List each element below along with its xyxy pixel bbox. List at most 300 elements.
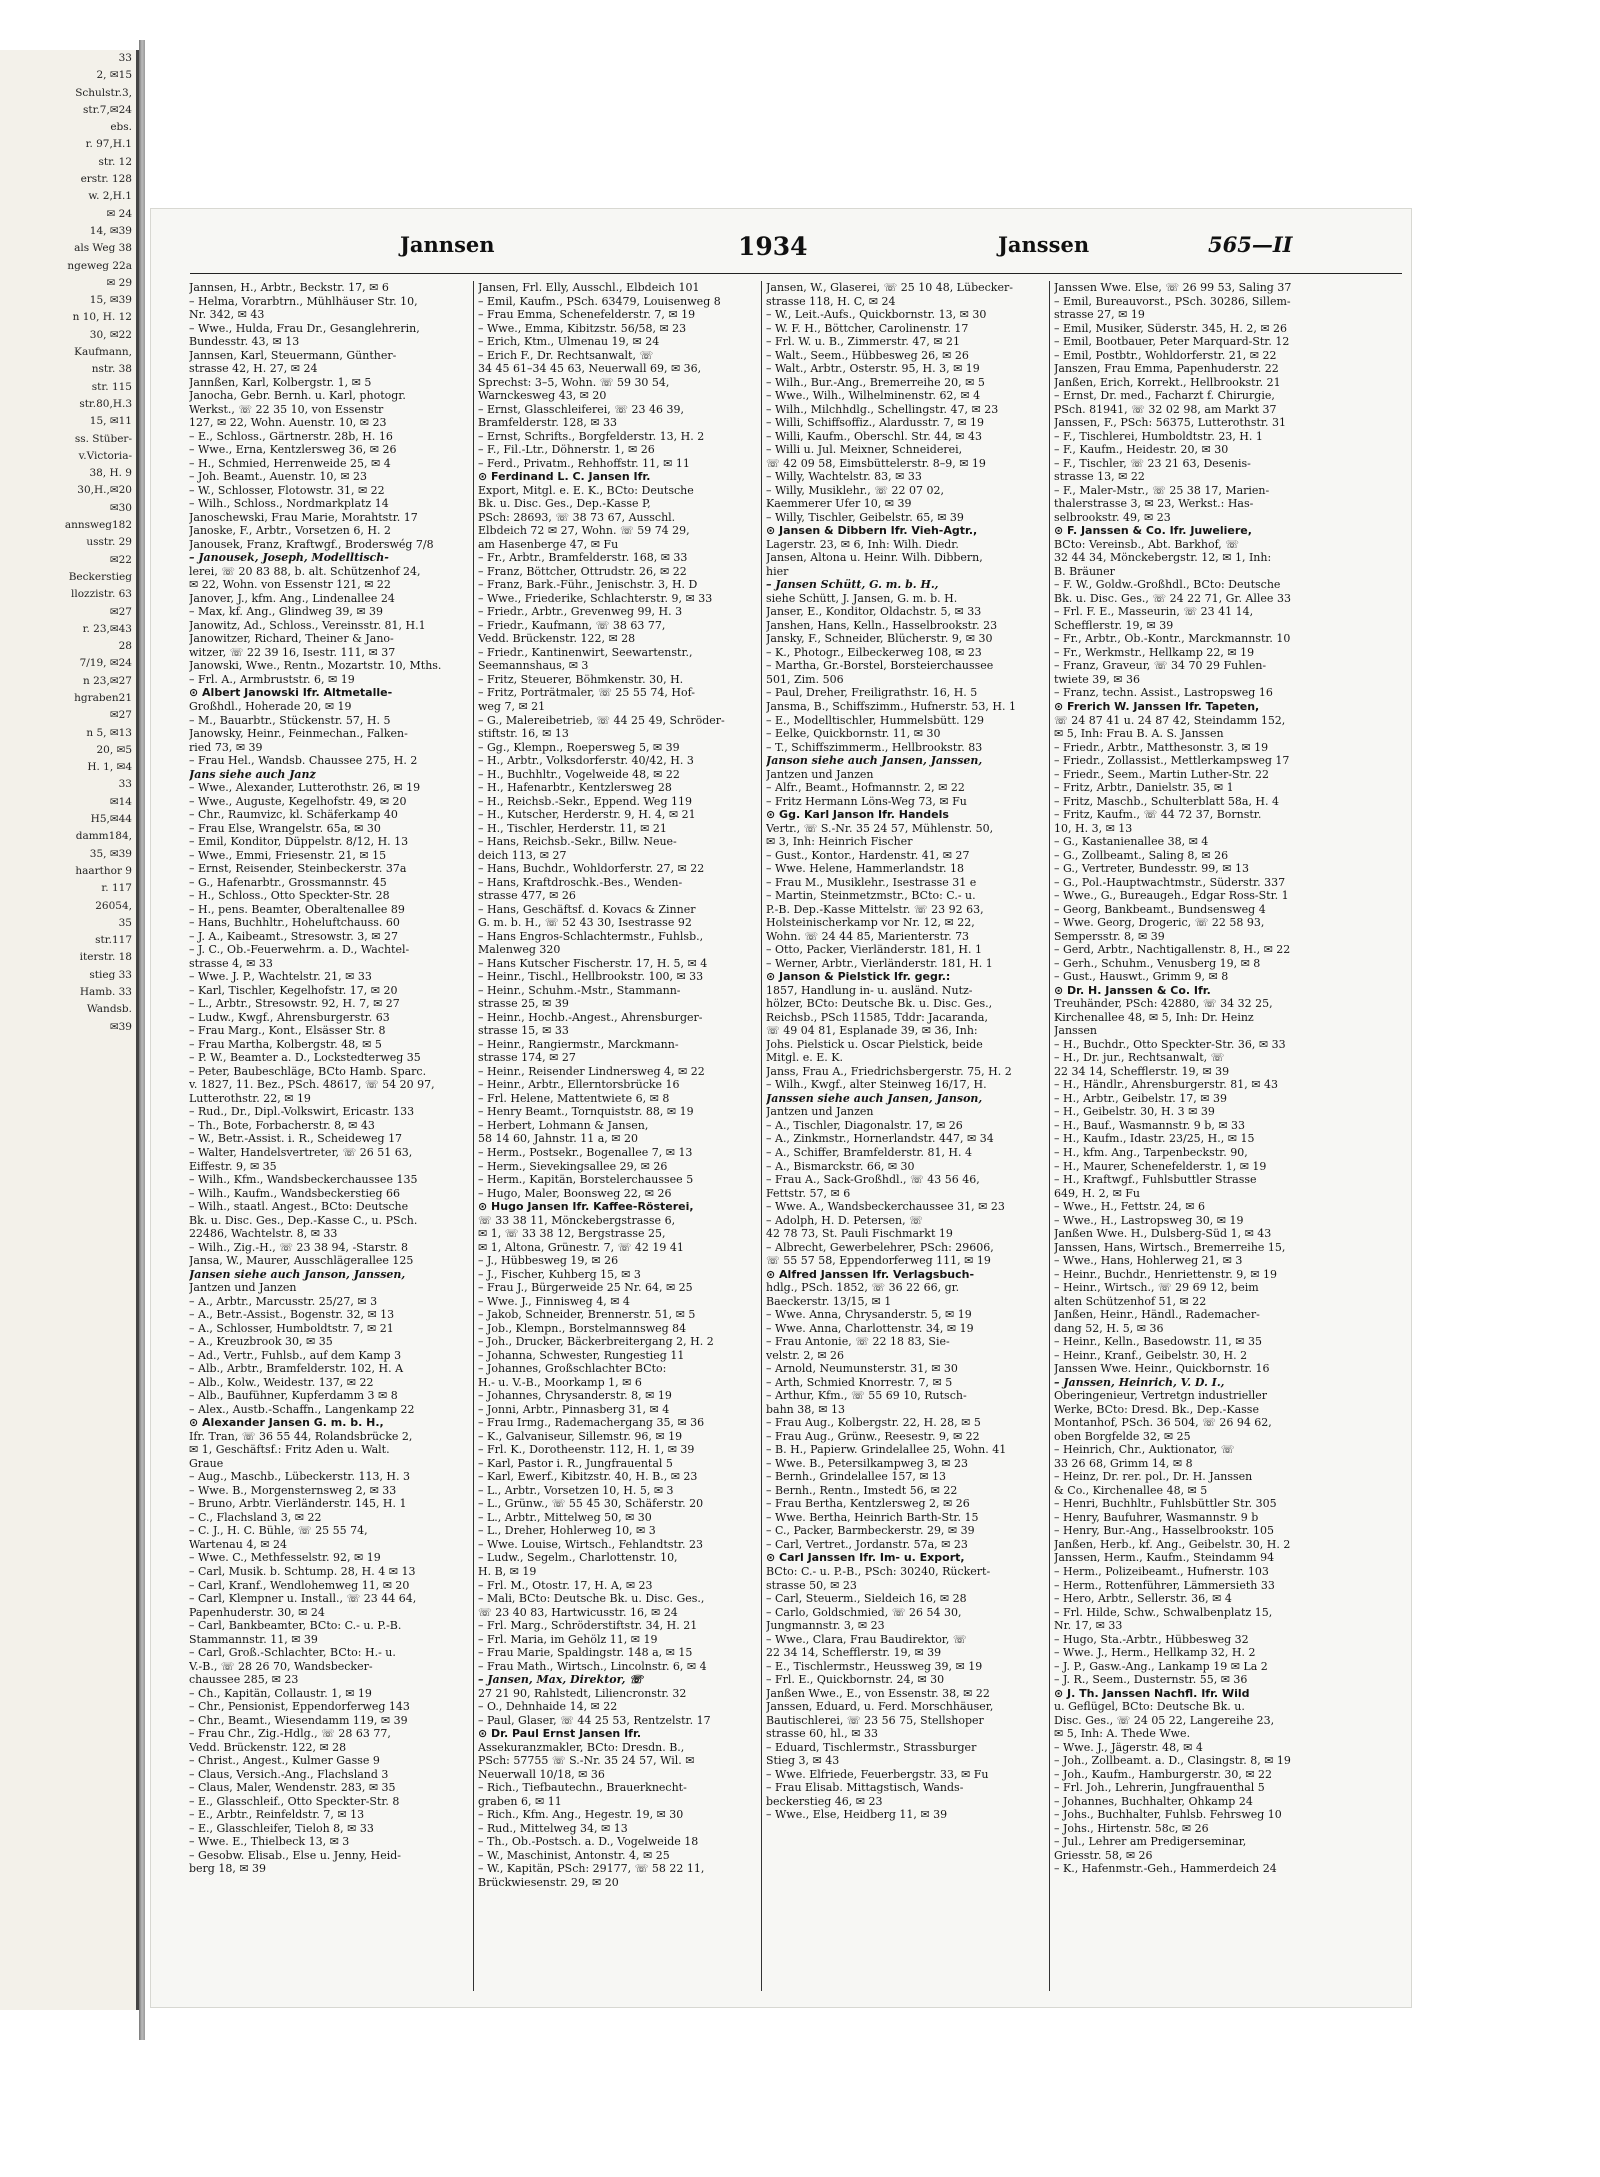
left-page-line: w. 2,H.1 xyxy=(88,190,132,203)
left-page-line: str. 115 xyxy=(91,380,132,393)
directory-entry-line: – Heinr., Hochb.-Angest., Ahrensburger- xyxy=(478,1010,703,1024)
directory-entry-line: – Mali, BCto: Deutsche Bk. u. Disc. Ges., xyxy=(478,1592,705,1606)
directory-entry-line: – Franz, techn. Assist., Lastropsweg 16 xyxy=(1054,686,1273,700)
directory-entry-line: Seemannshaus, ✉ 3 xyxy=(478,659,589,673)
directory-entry-line: – Martha, Gr.-Borstel, Borsteierchaussee xyxy=(766,659,994,673)
directory-entry-line: – Fritz, Porträtmaler, ☏ 25 55 74, Hof- xyxy=(478,686,696,700)
left-page-line: 15, ✉11 xyxy=(89,415,132,428)
directory-entry-line: – Frl. K., Dorotheenstr. 112, H. 1, ✉ 39 xyxy=(478,1443,695,1457)
directory-entry-line: – Johannes, Buchhalter, Ohkamp 24 xyxy=(1054,1794,1253,1808)
directory-entry-line: strasse 118, H. C, ✉ 24 xyxy=(766,294,896,308)
directory-entry-line: – A., Tischler, Diagonalstr. 17, ✉ 26 xyxy=(766,1118,963,1132)
directory-entry-line: Treuhänder, PSch: 42880, ☏ 34 32 25, xyxy=(1054,997,1273,1011)
directory-entry-line: – Frau Martha, Kolbergstr. 48, ✉ 5 xyxy=(189,1037,382,1051)
directory-entry-line: – Fr., Arbtr., Ob.-Kontr., Marckmannstr. 10 xyxy=(1054,632,1291,646)
directory-entry-line: – Wwe., Erna, Kentzlersweg 36, ✉ 26 xyxy=(189,443,397,457)
directory-entry-line: velstr. 2, ✉ 26 xyxy=(766,1348,845,1362)
directory-entry-line: – Walt., Arbtr., Osterstr. 95, H. 3, ✉ 19 xyxy=(766,362,980,376)
left-page-line: usstr. 29 xyxy=(86,536,132,549)
directory-entry-line: B. Bräuner xyxy=(1054,564,1115,578)
directory-entry-line: – Wwe. C., Methfesselstr. 92, ✉ 19 xyxy=(189,1551,381,1565)
directory-entry-line: 1857, Handlung in- u. ausländ. Nutz- xyxy=(766,983,973,997)
directory-entry-line: Janowitzer, Richard, Theiner & Jano- xyxy=(189,632,394,646)
left-page-line: ss. Stüber- xyxy=(74,432,132,445)
directory-entry-line: – Herbert, Lohmann & Jansen, xyxy=(478,1118,649,1132)
directory-entry-line: – L., Arbtr., Mittelweg 50, ✉ 30 xyxy=(478,1510,652,1524)
directory-entry-line: – W. F. H., Böttcher, Carolinenstr. 17 xyxy=(766,321,969,335)
left-page-line: ✉39 xyxy=(109,1020,132,1033)
directory-entry-line: – Heinrich, Chr., Auktionator, ☏ xyxy=(1054,1443,1235,1457)
directory-entry-line: – H., Kaufm., Idastr. 23/25, H., ✉ 15 xyxy=(1054,1132,1255,1146)
directory-entry-line: Bk. u. Disc. Ges., ☏ 24 22 71, Gr. Allee 33 xyxy=(1054,591,1291,605)
directory-entry-line: – Heinr., Reisender Lindnersweg 4, ✉ 22 xyxy=(478,1064,705,1078)
directory-entry-line: selbrookstr. 49, ✉ 23 xyxy=(1054,510,1171,524)
directory-entry-line: 33 26 68, Grimm 14, ✉ 8 xyxy=(1054,1456,1193,1470)
directory-entry-line: – A., Schlosser, Humboldtstr. 7, ✉ 21 xyxy=(189,1321,394,1335)
directory-entry-line: – Wwe., Wilh., Wilhelminenstr. 62, ✉ 4 xyxy=(766,389,981,403)
directory-entry-line: – Wwe. E., Thielbeck 13, ✉ 3 xyxy=(189,1835,350,1849)
directory-entry-line: ✉ 5, Inh: A. Thede Wwe. xyxy=(1054,1727,1191,1741)
left-page-line: 2, ✉15 xyxy=(96,69,132,82)
directory-entry-line: bahn 38, ✉ 13 xyxy=(766,1402,845,1416)
directory-entry-line: – Alb., Kolw., Weidestr. 137, ✉ 22 xyxy=(189,1375,374,1389)
directory-entry-line: – Heinr., Buchdr., Henriettenstr. 9, ✉ 19 xyxy=(1054,1267,1277,1281)
directory-entry-line: – Max, kf. Ang., Glindweg 39, ✉ 39 xyxy=(189,605,384,619)
directory-entry-line: Johs. Pielstick u. Oscar Pielstick, beide xyxy=(766,1037,983,1051)
directory-entry-line: – Fr., Werkmstr., Hellkamp 22, ✉ 19 xyxy=(1054,645,1255,659)
directory-entry-line: – H., Schloss., Otto Speckter-Str. 28 xyxy=(189,889,390,903)
directory-entry-line: Vedd. Brückenstr. 122, ✉ 28 xyxy=(478,632,636,646)
directory-entry-line: Kirchenallee 48, ✉ 5, Inh: Dr. Heinz xyxy=(1054,1010,1254,1024)
left-page-fragment xyxy=(0,50,139,2010)
directory-entry-line: – A., Schiffer, Bramfelderstr. 81, H. 4 xyxy=(766,1146,973,1159)
directory-entry-line: – Aug., Maschb., Lübeckerstr. 113, H. 3 xyxy=(189,1470,411,1484)
directory-entry-line: strasse 477, ✉ 26 xyxy=(478,889,576,903)
directory-entry-line: – Wwe. J., Finnisweg 4, ✉ 4 xyxy=(478,1294,630,1308)
directory-entry-line: – Friedr., Kaufmann, ☏ 38 63 77, xyxy=(478,618,666,632)
left-page-line: ngeweg 22a xyxy=(67,259,132,272)
directory-entry-line: Disc. Ges., ☏ 24 05 22, Langereihe 23, xyxy=(1054,1713,1275,1727)
directory-entry-line: – H., Händlr., Ahrensburgerstr. 81, ✉ 43 xyxy=(1054,1078,1278,1092)
directory-entry-line: – Frl. F. E., Masseurin, ☏ 23 41 14, xyxy=(1054,605,1254,619)
left-page-line: str. 12 xyxy=(98,155,132,168)
directory-entry-line: P.-B. Dep.-Kasse Mittelstr. ☏ 23 92 63, xyxy=(766,902,984,916)
directory-entry-line: – Hugo, Maler, Boonsweg 22, ✉ 26 xyxy=(478,1186,672,1200)
directory-entry-line: – Frl. Maria, im Gehölz 11, ✉ 19 xyxy=(478,1632,658,1646)
directory-entry-line: – Arnold, Neumunsterstr. 31, ✉ 30 xyxy=(766,1362,958,1376)
directory-entry-line: – Jansen Schütt, G. m. b. H., xyxy=(766,578,939,592)
directory-entry-line: – Wilh., staatl. Angest., BCto: Deutsche xyxy=(189,1200,409,1214)
directory-entry-line: BCto: Vereinsb., Abt. Barkhof, ☏ xyxy=(1054,537,1240,551)
directory-entry-line: – Wwe., G., Bureaugeh., Edgar Ross-Str. 1 xyxy=(1054,889,1289,903)
directory-entry-line: – Frl. M., Otostr. 17, H. A, ✉ 23 xyxy=(478,1578,653,1592)
directory-entry-line: ☏ 42 09 58, Eimsbüttelerstr. 8–9, ✉ 19 xyxy=(766,456,986,470)
left-page-line: r. 117 xyxy=(101,882,132,895)
directory-entry-line: – T., Schiffszimmerm., Hellbrookstr. 83 xyxy=(766,740,983,754)
directory-entry-line: – H., Reichsb.-Sekr., Eppend. Weg 119 xyxy=(478,794,692,808)
left-page-line: 28 xyxy=(118,640,132,653)
directory-entry-line: Jansen, Frl. Elly, Ausschl., Elbdeich 101 xyxy=(478,281,700,294)
directory-entry-line: Neuerwall 10/18, ✉ 36 xyxy=(478,1767,605,1781)
directory-entry-line: strasse 60, hl., ✉ 33 xyxy=(766,1727,878,1741)
directory-entry-line: – E., Schloss., Gärtnerstr. 28b, H. 16 xyxy=(189,429,393,443)
directory-entry-line: – W., Leit.-Aufs., Quickbornstr. 13, ✉ 30 xyxy=(766,308,987,322)
directory-entry-line: Wartenau 4, ✉ 24 xyxy=(189,1537,288,1551)
directory-entry-line: – Heinr., Rangiermstr., Marckmann- xyxy=(478,1037,679,1051)
book-gutter xyxy=(139,40,145,2040)
left-page-line: hgraben21 xyxy=(74,691,132,704)
left-page-line: ebs. xyxy=(110,121,132,134)
directory-entry-line: – Wilh., Kwgf., alter Steinweg 16/17, H. xyxy=(766,1078,987,1092)
directory-entry-line: – Johannes, Chrysanderstr. 8, ✉ 19 xyxy=(478,1389,672,1403)
directory-entry-line: Jungmannstr. 3, ✉ 23 xyxy=(766,1619,885,1633)
directory-entry-line: Ifr. Tran, ☏ 36 55 44, Rolandsbrücke 2, xyxy=(189,1429,413,1443)
directory-entry-line: – Erich F., Dr. Rechtsanwalt, ☏ xyxy=(478,348,654,362)
directory-entry-line: Janßen Wwe. H., Dulsberg-Süd 1, ✉ 43 xyxy=(1054,1227,1272,1241)
directory-entry-line: – Georg, Bankbeamt., Bundsensweg 4 xyxy=(1054,902,1266,916)
directory-entry-line: Montanhof, PSch. 36 504, ☏ 26 94 62, xyxy=(1054,1416,1272,1430)
left-page-line: haarthor 9 xyxy=(75,864,132,877)
directory-entry-line: – Carl, Musik. b. Schtump. 28, H. 4 ✉ 13 xyxy=(189,1564,416,1578)
directory-entry-line: – Henri, Buchhltr., Fuhlsbüttler Str. 305 xyxy=(1054,1497,1277,1511)
directory-entry-line: – H., Hafenarbtr., Kentzlersweg 28 xyxy=(478,781,672,795)
directory-entry-line: – Joh. Beamt., Auenstr. 10, ✉ 23 xyxy=(189,470,368,484)
directory-entry-line: – G., Vertreter, Bundesstr. 99, ✉ 13 xyxy=(1054,862,1250,876)
directory-entry-line: – Alb., Baufühner, Kupferdamm 3 ✉ 8 xyxy=(189,1389,398,1403)
directory-entry-line: ☏ 24 87 41 u. 24 87 42, Steindamm 152, xyxy=(1054,713,1286,727)
directory-entry-line: – A., Kreuzbrook 30, ✉ 35 xyxy=(189,1335,333,1349)
directory-entry-line: – Friedr., Zollassist., Mettlerkampsweg 17 xyxy=(1054,754,1290,768)
directory-entry-line: PSch. 81941, ☏ 32 02 98, am Markt 37 xyxy=(1054,402,1277,416)
directory-entry-line: – Erich, Ktm., Ulmenau 19, ✉ 24 xyxy=(478,335,660,349)
left-page-line: n 23,✉27 xyxy=(83,674,132,687)
directory-entry-line: – W., Schlosser, Flotowstr. 31, ✉ 22 xyxy=(189,483,385,497)
directory-entry-line: ✉ 3, Inh: Heinrich Fischer xyxy=(766,835,913,849)
left-page-line: ✉22 xyxy=(109,553,132,566)
directory-entry-line: Baeckerstr. 13/15, ✉ 1 xyxy=(766,1294,892,1308)
directory-entry-line: Griesstr. 58, ✉ 26 xyxy=(1054,1848,1153,1862)
directory-entry-line: ☏ 49 04 81, Esplanade 39, ✉ 36, Inh: xyxy=(766,1024,978,1038)
directory-entry-line: – J., Fischer, Kuhberg 15, ✉ 3 xyxy=(478,1267,641,1281)
entry-column-2 xyxy=(473,281,764,1991)
directory-entry-line: – Ferd., Privatm., Rehhoffstr. 11, ✉ 11 xyxy=(478,456,690,470)
directory-entry-line: – Friedr., Arbtr., Grevenweg 99, H. 3 xyxy=(478,605,683,619)
directory-entry-line: Fettstr. 57, ✉ 6 xyxy=(766,1186,851,1200)
directory-entry-line: – K., Galvaniseur, Sillemstr. 96, ✉ 19 xyxy=(478,1429,683,1443)
left-page-line: 30,H.,✉20 xyxy=(77,484,132,497)
directory-entry-line: H. B, ✉ 19 xyxy=(478,1564,537,1578)
directory-entry-line: – H., Maurer, Schenefelderstr. 1, ✉ 19 xyxy=(1054,1159,1267,1173)
directory-entry-line: Werkst., ☏ 22 35 10, von Essenstr xyxy=(189,402,384,416)
directory-entry-line: ✉ 1, Geschäftsf.: Fritz Aden u. Walt. xyxy=(189,1443,390,1457)
directory-entry-line: ⊙ Janson & Pielstick Ifr. gegr.: xyxy=(766,970,951,984)
directory-entry-line: – K., Photogr., Eilbeckerweg 108, ✉ 23 xyxy=(766,645,982,659)
directory-entry-line: – Frau Marg., Kont., Elsässer Str. 8 xyxy=(189,1024,386,1038)
directory-entry-line: – Otto, Packer, Vierländerstr. 181, H. 1 xyxy=(766,943,983,957)
directory-entry-line: – Carl, Bankbeamter, BCto: C.- u. P.-B. xyxy=(189,1619,402,1633)
directory-entry-line: ⊙ Alexander Jansen G. m. b. H., xyxy=(189,1416,384,1430)
directory-entry-line: Lutterothstr. 22, ✉ 19 xyxy=(189,1091,311,1105)
directory-entry-line: – Karl, Ewerf., Kibitzstr. 40, H. B., ✉ 23 xyxy=(478,1470,698,1484)
directory-entry-line: – Hero, Arbtr., Sellerstr. 36, ✉ 4 xyxy=(1054,1592,1232,1606)
directory-entry-line: Jans siehe auch Janz xyxy=(189,767,316,781)
directory-entry-line: weg 7, ✉ 21 xyxy=(478,699,546,713)
directory-entry-line: – Wwe., H., Fettstr. 24, ✉ 6 xyxy=(1054,1200,1205,1214)
left-page-line: 38, H. 9 xyxy=(89,467,132,480)
directory-entry-line: Jansen, W., Glaserei, ☏ 25 10 48, Lübecker- xyxy=(766,281,1013,294)
directory-entry-line: – F., Kaufm., Heidestr. 20, ✉ 30 xyxy=(1054,443,1229,457)
directory-entry-line: – Chr., Pensionist, Eppendorferweg 143 xyxy=(189,1700,410,1714)
directory-entry-line: – Frau Antonie, ☏ 22 18 83, Sie- xyxy=(766,1335,950,1349)
directory-entry-line: – Frau Irmg., Rademachergang 35, ✉ 36 xyxy=(478,1416,705,1430)
directory-entry-line: – Wwe. Anna, Charlottenstr. 34, ✉ 19 xyxy=(766,1321,974,1335)
directory-entry-line: – Wwe. A., Wandsbeckerchaussee 31, ✉ 23 xyxy=(766,1200,1005,1214)
left-page-line: 14, ✉39 xyxy=(89,224,132,237)
directory-entry-line: – Carl, Klempner u. Install., ☏ 23 44 64, xyxy=(189,1592,417,1606)
directory-entry-line: Jansen siehe auch Janson, Janssen, xyxy=(189,1267,406,1281)
directory-entry-line: – Frau Marie, Spaldingstr. 148 a, ✉ 15 xyxy=(478,1646,693,1660)
directory-entry-line: – W., Maschinist, Antonstr. 4, ✉ 25 xyxy=(478,1848,670,1862)
left-page-line: nstr. 38 xyxy=(91,363,132,376)
directory-entry-line: – Bruno, Arbtr. Vierländerstr. 145, H. 1 xyxy=(189,1497,407,1511)
directory-entry-line: – H., Buchdr., Otto Speckter-Str. 36, ✉ 33 xyxy=(1054,1037,1286,1051)
directory-entry-line: PSch: 57755 ☏ S.-Nr. 35 24 57, Wil. ✉ xyxy=(478,1754,695,1768)
directory-entry-line: Graue xyxy=(189,1456,224,1470)
directory-entry-line: witzer, ☏ 22 39 16, Isestr. 111, ✉ 37 xyxy=(189,645,396,659)
directory-entry-line: – Willi, Schiffsoffiz., Alardusstr. 7, ✉ 19 xyxy=(766,416,985,430)
directory-entry-line: – Heinr., Wirtsch., ☏ 29 69 12, beim xyxy=(1054,1281,1259,1295)
directory-entry-line: Janßen, Heinr., Händl., Rademacher- xyxy=(1054,1308,1260,1322)
directory-entry-line: Janover, J., kfm. Ang., Lindenallee 24 xyxy=(189,591,395,605)
directory-entry-line: – A., Arbtr., Marcusstr. 25/27, ✉ 3 xyxy=(189,1294,378,1308)
directory-entry-line: – Johanna, Schwester, Rungestieg 11 xyxy=(478,1348,685,1362)
directory-entry-line: – Peter, Baubeschläge, BCto Hamb. Sparc. xyxy=(189,1064,427,1078)
left-page-line: 20, ✉5 xyxy=(96,743,132,756)
directory-entry-line: – Wwe. J., Jägerstr. 48, ✉ 4 xyxy=(1054,1740,1203,1754)
directory-entry-line: – Carl, Steuerm., Sieldeich 16, ✉ 28 xyxy=(766,1592,967,1606)
directory-entry-line: – Wilh., Kfm., Wandsbeckerchaussee 135 xyxy=(189,1173,418,1187)
directory-entry-line: Jansma, B., Schiffszimm., Hufnerstr. 53, H. 1 xyxy=(766,699,1016,713)
directory-entry-line: Jantzen und Janzen xyxy=(766,767,874,781)
left-page-line: ✉27 xyxy=(109,605,132,618)
directory-entry-line: – Joh., Kaufm., Hamburgerstr. 30, ✉ 22 xyxy=(1054,1767,1273,1781)
directory-entry-line: – F. W., Goldw.-Großhdl., BCto: Deutsche xyxy=(1054,578,1281,592)
directory-entry-line: Jansa, W., Maurer, Ausschlägerallee 125 xyxy=(189,1254,414,1268)
directory-entry-line: – Joh., Zollbeamt. a. D., Clasingstr. 8, ✉ 19 xyxy=(1054,1754,1291,1768)
directory-entry-line: – Frau M., Musiklehr., Isestrasse 31 e xyxy=(766,875,977,889)
directory-entry-line: – Willy, Musiklehr., ☏ 22 07 02, xyxy=(766,483,944,497)
directory-entry-line: – Carl, Groß.-Schlachter, BCto: H.- u. xyxy=(189,1646,396,1660)
directory-entry-line: – Frau Elisab. Mittagstisch, Wands- xyxy=(766,1781,964,1795)
directory-entry-line: – J. A., Kaibeamt., Stresowstr. 3, ✉ 27 xyxy=(189,929,398,943)
directory-entry-line: – J., Hübbesweg 19, ✉ 26 xyxy=(478,1254,619,1268)
entry-column-3 xyxy=(761,281,1053,1991)
directory-entry-line: – Friedr., Arbtr., Matthesonstr. 3, ✉ 19 xyxy=(1054,740,1269,754)
directory-entry-line: – Albrecht, Gewerbelehrer, PSch: 29606, xyxy=(766,1240,994,1254)
left-page-line: ✉ 24 xyxy=(106,207,132,220)
directory-entry-line: 27 21 90, Rahlstedt, Liliencronstr. 32 xyxy=(478,1686,687,1700)
directory-entry-line: strasse 174, ✉ 27 xyxy=(478,1051,576,1065)
left-page-line: Kaufmann, xyxy=(74,346,132,359)
directory-entry-line: – Frau Aug., Grünw., Reesestr. 9, ✉ 22 xyxy=(766,1429,980,1443)
directory-entry-line: 127, ✉ 22, Wohn. Auenstr. 10, ✉ 23 xyxy=(189,416,387,430)
left-page-line: H. 1, ✉4 xyxy=(87,761,132,774)
directory-entry-line: – Heinr., Schuhm.-Mstr., Stammann- xyxy=(478,983,681,997)
directory-entry-line: – E., Tischlermstr., Heussweg 39, ✉ 19 xyxy=(766,1659,983,1673)
entry-column-4 xyxy=(1049,281,1335,1991)
directory-entry-line: – H., Arbtr., Volksdorferstr. 40/42, H. 3 xyxy=(478,754,694,768)
directory-entry-line: – Emil, Konditor, Düppelstr. 8/12, H. 13 xyxy=(189,835,409,849)
directory-entry-line: – Rich., Kfm. Ang., Hegestr. 19, ✉ 30 xyxy=(478,1808,684,1822)
directory-entry-line: G. m. b. H., ☏ 52 43 30, Isestrasse 92 xyxy=(478,916,692,930)
directory-entry-line: – Willy, Tischler, Geibelstr. 65, ✉ 39 xyxy=(766,510,964,524)
directory-entry-line: – Hans, Buchdr., Wohldorferstr. 27, ✉ 22 xyxy=(478,862,705,876)
directory-entry-line: ried 73, ✉ 39 xyxy=(189,740,263,754)
directory-entry-line: Janson siehe auch Jansen, Janssen, xyxy=(766,754,983,768)
directory-entry-line: – Wilh., Zig.-H., ☏ 23 38 94, -Starstr. 8 xyxy=(189,1240,409,1254)
directory-entry-line: Jantzen und Janzen xyxy=(766,1105,874,1119)
directory-entry-line: – Wilh., Bur.-Ang., Bremerreihe 20, ✉ 5 xyxy=(766,375,985,389)
directory-entry-line: – H., pens. Beamter, Oberaltenallee 89 xyxy=(189,902,405,916)
directory-entry-line: – Wwe., H., Lastropsweg 30, ✉ 19 xyxy=(1054,1213,1244,1227)
directory-entry-line: – H., Kutscher, Herderstr. 9, H. 4, ✉ 21 xyxy=(478,808,696,822)
running-head-year: 1934 xyxy=(738,232,808,261)
directory-entry-line: – B. H., Papierw. Grindelallee 25, Wohn. 41 xyxy=(766,1443,1007,1457)
directory-entry-line: Jannsen, Karl, Steuermann, Günther- xyxy=(189,348,397,362)
directory-entry-line: strasse 15, ✉ 33 xyxy=(478,1024,569,1038)
directory-entry-line: – Arth, Schmied Knorrestr. 7, ✉ 5 xyxy=(766,1375,953,1389)
directory-entry-line: ⊙ Dr. H. Janssen & Co. Ifr. xyxy=(1054,983,1211,997)
directory-entry-line: – Wwe., Else, Heidberg 11, ✉ 39 xyxy=(766,1808,948,1822)
directory-entry-line: – Frau Hel., Wandsb. Chaussee 275, H. 2 xyxy=(189,754,418,768)
directory-entry-line: – A., Bismarckstr. 66, ✉ 30 xyxy=(766,1159,915,1173)
directory-entry-line: – Th., Bote, Forbacherstr. 8, ✉ 43 xyxy=(189,1118,375,1132)
directory-entry-line: – Heinr., Tischl., Hellbrookstr. 100, ✉ 33 xyxy=(478,970,704,984)
directory-entry-line: – Janssen, Heinrich, V. D. I., xyxy=(1054,1375,1225,1389)
directory-entry-line: Janowitz, Ad., Schloss., Vereinsstr. 81, H.1 xyxy=(189,618,426,632)
running-head-right: Janssen xyxy=(998,232,1090,257)
directory-entry-line: – H., Geibelstr. 30, H. 3 ✉ 39 xyxy=(1054,1105,1215,1119)
directory-entry-line: – Franz, Graveur, ☏ 34 70 29 Fuhlen- xyxy=(1054,659,1267,673)
directory-entry-line: – Rud., Mittelweg 34, ✉ 13 xyxy=(478,1821,628,1835)
directory-entry-line: – Gerh., Schuhm., Venusberg 19, ✉ 8 xyxy=(1054,956,1261,970)
directory-entry-line: – Martin, Steinmetzmstr., BCto: C.- u. xyxy=(766,889,976,903)
directory-entry-line: – Jonni, Arbtr., Pinnasberg 31, ✉ 4 xyxy=(478,1402,670,1416)
directory-entry-line: ✉ 5, Inh: Frau B. A. S. Janssen xyxy=(1054,727,1224,741)
left-page-line: r. 97,H.1 xyxy=(85,138,132,151)
directory-entry-line: – Jakob, Schneider, Brennerstr. 51, ✉ 5 xyxy=(478,1308,696,1322)
directory-entry-line: Janssen xyxy=(1054,1024,1097,1038)
directory-entry-line: Jantzen und Janzen xyxy=(189,1281,297,1295)
directory-entry-line: – Friedr., Seem., Martin Luther-Str. 22 xyxy=(1054,767,1269,781)
directory-entry-line: – Emil, Kaufm., PSch. 63479, Louisenweg 8 xyxy=(478,294,721,308)
directory-entry-line: – Frau J., Bürgerweide 25 Nr. 64, ✉ 25 xyxy=(478,1281,693,1295)
left-page-line: str.7,✉24 xyxy=(83,103,132,116)
directory-entry-line: – Ludw., Kwgf., Ahrensburgerstr. 63 xyxy=(189,1010,390,1024)
directory-entry-line: Janssen, F., PSch: 56375, Lutterothstr. 31 xyxy=(1054,416,1286,430)
directory-entry-line: 58 14 60, Jahnstr. 11 a, ✉ 20 xyxy=(478,1132,638,1146)
directory-entry-line: Vertr., ☏ S.-Nr. 35 24 57, Mühlenstr. 50, xyxy=(766,821,994,835)
directory-entry-line: – Alb., Arbtr., Bramfelderstr. 102, H. A xyxy=(189,1362,404,1376)
directory-entry-line: – Wwe., Hulda, Frau Dr., Gesanglehrerin, xyxy=(189,321,420,335)
left-page-line: als Weg 38 xyxy=(74,242,132,255)
left-page-line: ✉14 xyxy=(109,795,132,808)
directory-entry-line: – Wwe. Louise, Wirtsch., Fehlandtstr. 23 xyxy=(478,1537,703,1551)
left-page-line: 35 xyxy=(118,916,132,929)
directory-entry-line: – Henry, Baufuhrer, Wasmannstr. 9 b xyxy=(1054,1510,1259,1524)
directory-entry-line: – Hans Kutscher Fischerstr. 17, H. 5, ✉ 4 xyxy=(478,956,708,970)
directory-entry-line: – Wilh., Milchhdlg., Schellingstr. 47, ✉ 23 xyxy=(766,402,999,416)
directory-entry-line: Oberingenieur, Vertretgn industrieller xyxy=(1054,1389,1268,1403)
directory-entry-line: – Rud., Dr., Dipl.-Volkswirt, Ericastr. 133 xyxy=(189,1105,415,1119)
directory-entry-line: alten Schützenhof 51, ✉ 22 xyxy=(1054,1294,1207,1308)
directory-entry-line: – Herm., Kapitän, Borstelerchaussee 5 xyxy=(478,1173,694,1187)
directory-entry-line: Janssen Wwe. Heinr., Quickbornstr. 16 xyxy=(1054,1362,1270,1376)
directory-entry-line: Großhdl., Hoherade 20, ✉ 19 xyxy=(189,699,352,713)
directory-entry-line: – Chr., Raumvizc, kl. Schäferkamp 40 xyxy=(189,808,398,822)
directory-entry-line: – Johannes, Großschlachter BCto: xyxy=(478,1362,667,1376)
directory-entry-line: – E., Glasschleifer, Tieloh 8, ✉ 33 xyxy=(189,1821,374,1835)
directory-entry-line: Janssen siehe auch Jansen, Janson, xyxy=(766,1091,983,1105)
directory-entry-line: Janousek, Franz, Kraftwgf., Broderswég 7/8 xyxy=(189,537,434,551)
directory-entry-line: Brückwiesenstr. 29, ✉ 20 xyxy=(478,1875,619,1889)
directory-entry-line: – F., Tischlerei, Humboldtstr. 23, H. 1 xyxy=(1054,429,1263,443)
directory-entry-line: – Job., Klempn., Borstelmannsweg 84 xyxy=(478,1321,687,1335)
directory-entry-line: – Emil, Bootbauer, Peter Marquard-Str. 12 xyxy=(1054,335,1290,349)
directory-entry-line: PSch: 28693, ☏ 38 73 67, Ausschl. xyxy=(478,510,676,524)
directory-entry-line: Schefflerstr. 19, ✉ 39 xyxy=(1054,618,1174,632)
left-page-line: str.80,H.3 xyxy=(79,397,132,410)
directory-entry-line: Janshen, Hans, Kelln., Hasselbrookstr. 23 xyxy=(766,618,998,632)
directory-entry-line: – H., Kraftwgf., Fuhlsbuttler Strasse xyxy=(1054,1173,1257,1187)
directory-entry-line: – Gust., Kontor., Hardenstr. 41, ✉ 27 xyxy=(766,848,970,862)
directory-entry-line: – Ernst, Dr. med., Facharzt f. Chirurgie, xyxy=(1054,389,1275,403)
directory-entry-line: – Wilh., Schloss., Nordmarkplatz 14 xyxy=(189,497,389,511)
directory-entry-line: 34 45 61–34 45 63, Neuerwall 69, ✉ 36, xyxy=(478,362,702,376)
directory-entry-line: – Willi, Kaufm., Oberschl. Str. 44, ✉ 43 xyxy=(766,429,982,443)
directory-entry-line: hier xyxy=(766,564,789,578)
directory-entry-line: – Karl, Pastor i. R., Jungfrauental 5 xyxy=(478,1456,673,1470)
directory-entry-line: – Ernst, Glasschleiferei, ☏ 23 46 39, xyxy=(478,402,684,416)
directory-entry-line: – Ch., Kapitän, Collaustr. 1, ✉ 19 xyxy=(189,1686,372,1700)
directory-entry-line: – Eelke, Quickbornstr. 11, ✉ 30 xyxy=(766,727,941,741)
directory-entry-line: – Fritz, Kaufm., ☏ 44 72 37, Bornstr. xyxy=(1054,808,1262,822)
directory-entry-line: ✉ 1, ☏ 33 38 12, Bergstrasse 25, xyxy=(478,1227,666,1241)
directory-entry-line: Papenhuderstr. 30, ✉ 24 xyxy=(189,1605,325,1619)
directory-entry-line: – Adolph, H. D. Petersen, ☏ xyxy=(766,1213,923,1227)
directory-entry-line: ⊙ Ferdinand L. C. Jansen Ifr. xyxy=(478,470,651,484)
directory-entry-line: – Carl, Kranf., Wendlohemweg 11, ✉ 20 xyxy=(189,1578,410,1592)
left-page-line: 33 xyxy=(118,52,132,64)
directory-entry-line: – Chr., Beamt., Wiesendamm 119, ✉ 39 xyxy=(189,1713,408,1727)
directory-entry-line: Bk. u. Disc. Ges., Dep.-Kasse P, xyxy=(478,497,651,511)
directory-entry-line: – Frl. Joh., Lehrerin, Jungfrauenthal 5 xyxy=(1054,1781,1265,1795)
directory-entry-line: – Frau Math., Wirtsch., Lincolnstr. 6, ✉ 4 xyxy=(478,1659,707,1673)
left-page-line: 7/19, ✉24 xyxy=(79,657,132,670)
directory-entry-line: – Fritz, Steuerer, Böhmkenstr. 30, H. xyxy=(478,672,684,686)
directory-entry-line: – Gust., Hauswt., Grimm 9, ✉ 8 xyxy=(1054,970,1229,984)
directory-entry-line: – E., Glasschleif., Otto Speckter-Str. 8 xyxy=(189,1794,400,1808)
directory-entry-line: – Karl, Tischler, Kegelhofstr. 17, ✉ 20 xyxy=(189,983,398,997)
directory-entry-line: – W., Kapitän, PSch: 29177, ☏ 58 22 11, xyxy=(478,1862,705,1876)
directory-entry-line: beckerstieg 46, ✉ 23 xyxy=(766,1794,883,1808)
directory-entry-line: – Frau A., Sack-Großhdl., ☏ 43 56 46, xyxy=(766,1173,980,1187)
directory-entry-line: stiftstr. 16, ✉ 13 xyxy=(478,727,569,741)
directory-entry-line: 22486, Wachtelstr. 8, ✉ 33 xyxy=(189,1227,338,1241)
directory-entry-line: – Frau Emma, Schenefelderstr. 7, ✉ 19 xyxy=(478,308,696,322)
directory-entry-line: strasse 13, ✉ 22 xyxy=(1054,470,1145,484)
directory-entry-line: Janssen, Herm., Kaufm., Steindamm 94 xyxy=(1054,1551,1275,1565)
